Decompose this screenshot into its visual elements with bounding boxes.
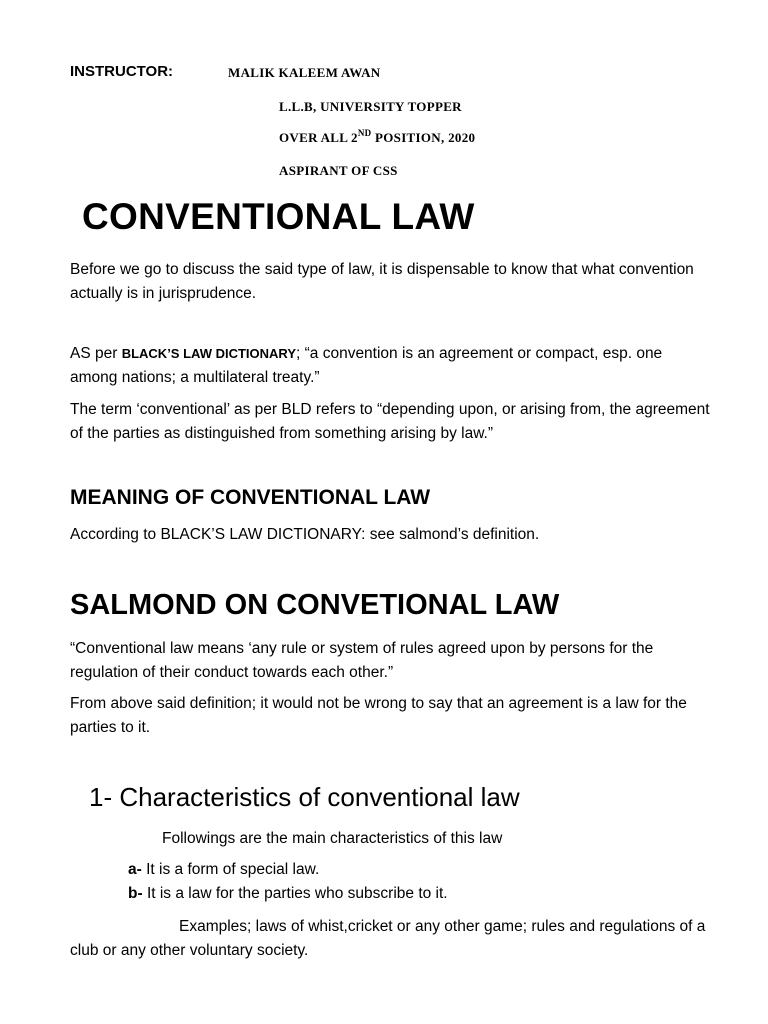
list-text: It is a form of special law. — [141, 861, 320, 878]
salmond-conclusion: From above said definition; it would not be wrong to say that an agreement is a law for the parties to it. — [70, 695, 687, 736]
blacks-source: BLACK’S LAW DICTIONARY — [121, 346, 296, 361]
credential-degree: L.L.B, UNIVERSITY TOPPER — [279, 99, 462, 114]
list-item — [128, 861, 319, 879]
instructor-name: MALIK KALEEM AWAN — [228, 65, 381, 80]
credential-position-sup: ND — [357, 128, 372, 138]
intro-paragraph: Before we go to discuss the said type of law, it is dispensable to know that what convention actually is in jurisprudence. — [70, 261, 694, 302]
blacks-definition-paragraph — [70, 342, 710, 390]
list-marker: a- — [128, 861, 142, 878]
characteristics-heading: 1- Characteristics of conventional law — [89, 782, 520, 812]
characteristics-intro: Followings are the main characteristics of this law — [162, 830, 503, 847]
credential-aspirant: ASPIRANT OF CSS — [279, 163, 398, 178]
term-paragraph: The term ‘conventional’ as per BLD refers to “depending upon, or arising from, the agreement of the parties as distinguished from something arising by law.” — [70, 401, 710, 442]
credential-position-pre: OVER ALL 2 — [279, 130, 358, 145]
list-item — [128, 885, 448, 903]
credential-position — [279, 130, 475, 146]
instructor-label: INSTRUCTOR: — [70, 63, 174, 80]
meaning-heading: MEANING OF CONVENTIONAL LAW — [70, 486, 431, 509]
examples-paragraph: Examples; laws of whist,cricket or any other game; rules and regulations of a club or any other voluntary society. — [70, 918, 706, 959]
page-title: CONVENTIONAL LAW — [82, 196, 475, 237]
credential-position-post: POSITION, 2020 — [371, 130, 476, 145]
salmond-heading: SALMOND ON CONVETIONAL LAW — [70, 589, 560, 621]
list-text: It is a law for the parties who subscribe to it. — [142, 885, 448, 902]
salmond-quote: “Conventional law means ‘any rule or system of rules agreed upon by persons for the regulation of their conduct towards each other.” — [70, 640, 654, 681]
meaning-paragraph: According to BLACK’S LAW DICTIONARY: see salmond’s definition. — [70, 526, 540, 543]
blacks-quote: ; “a convention is an agreement or compact, esp. one among nations; a multilateral treaty.” — [70, 345, 663, 386]
blacks-prefix: AS per — [70, 345, 122, 362]
list-marker: b- — [128, 885, 143, 902]
